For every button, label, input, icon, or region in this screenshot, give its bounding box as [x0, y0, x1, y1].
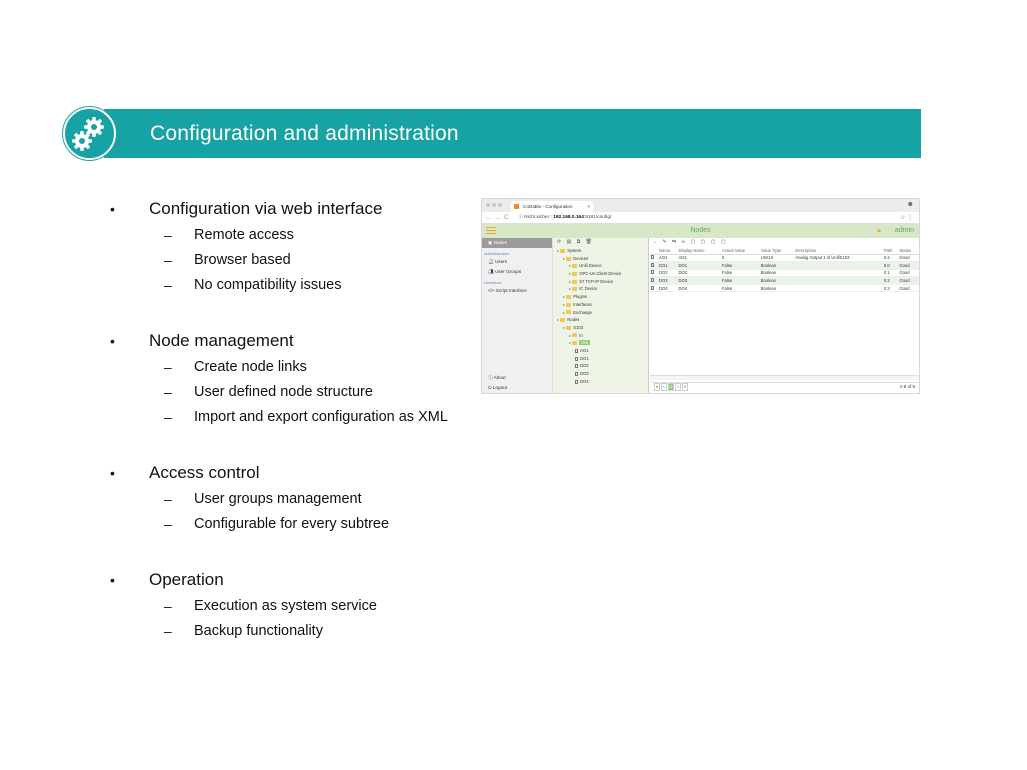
table-cell: Boolean — [760, 269, 795, 277]
tree-node-label: Exchange — [573, 309, 592, 315]
url-text[interactable]: ⓘ Nicht sicher : 192.168.0.164:8181/config/ — [518, 215, 612, 220]
document-icon — [651, 278, 654, 282]
table-row[interactable] — [650, 284, 919, 292]
table-cell — [794, 269, 883, 277]
tree-node-label: OPC-UA Client Device — [579, 271, 622, 277]
sidebar-group-administration: Administration — [484, 251, 510, 256]
dash-icon: – — [164, 515, 172, 532]
tree-node-label: System — [567, 248, 582, 253]
tree-node[interactable]: ▸ Plugins — [563, 294, 587, 300]
node-grid — [650, 238, 919, 393]
dash-icon: – — [164, 408, 172, 425]
table-cell: DO1 — [658, 262, 678, 270]
table-cell: 0 — [721, 254, 760, 262]
document-icon — [651, 270, 654, 274]
section-title: Operation — [149, 570, 224, 589]
gears-icon — [63, 107, 116, 160]
folder-icon — [560, 318, 565, 322]
bullet-icon: • — [110, 201, 115, 217]
tree-node-label: AO1 — [580, 347, 589, 353]
sub-item: User groups management — [194, 490, 362, 507]
current-page-button[interactable]: 1 — [669, 384, 673, 389]
table-cell: DO2 — [658, 269, 678, 277]
tree-node-label: Interfaces — [573, 301, 592, 307]
tree-node-label: DO4 — [580, 378, 589, 384]
section — [110, 196, 490, 297]
table-cell: DO2 — [678, 269, 721, 277]
folder-icon — [572, 341, 577, 345]
sub-item: No compatibility issues — [194, 276, 342, 293]
app-body — [482, 238, 919, 393]
folder-icon — [560, 249, 565, 253]
table-cell: AO1 — [678, 254, 721, 262]
sub-item: Backup functionality — [194, 622, 323, 639]
next-page-button[interactable]: › — [675, 383, 681, 391]
bullet-icon: • — [110, 465, 115, 481]
column-header[interactable]: Name — [658, 247, 678, 254]
browser-tabbar — [482, 199, 919, 212]
bookmark-star-icon[interactable]: ☆ ⋮ — [899, 215, 913, 221]
column-header[interactable]: Actual Value — [721, 247, 760, 254]
tree-node-label: Nodes — [567, 317, 580, 323]
nodes-table — [650, 247, 919, 292]
sidebar — [482, 238, 553, 393]
table-cell: False — [721, 284, 760, 292]
table-cell: Good — [898, 284, 919, 292]
folder-icon — [572, 264, 577, 268]
page-count: 1-5 of 5 — [899, 384, 915, 389]
tree-node[interactable]: ▸ Interfaces — [563, 301, 592, 307]
sub-item: Remote access — [194, 226, 294, 243]
title-banner — [104, 109, 921, 158]
last-page-button[interactable]: » — [683, 384, 687, 389]
folder-icon — [566, 310, 571, 314]
section — [110, 567, 490, 643]
sidebar-item-about[interactable]: ⓘ About — [488, 375, 506, 380]
table-cell: Good — [898, 277, 919, 285]
dash-icon: – — [164, 251, 172, 268]
tree-node[interactable] — [553, 355, 648, 363]
tab-title: CoDaBix - Configuration — [523, 204, 573, 209]
tree-node[interactable] — [553, 370, 648, 378]
tree-node[interactable]: ▸ OPC-UA Client Device — [569, 271, 622, 277]
folder-icon — [572, 272, 577, 276]
tree-node-label: In — [579, 332, 583, 338]
table-cell: 0.2 — [883, 277, 898, 285]
tree-node[interactable]: ▸ IC Device — [569, 286, 598, 292]
prev-page-button[interactable]: ‹ — [661, 383, 667, 391]
dash-icon: – — [164, 490, 172, 507]
web-interface-screenshot — [481, 198, 920, 394]
document-icon — [575, 380, 578, 384]
table-cell: False — [721, 269, 760, 277]
close-icon[interactable]: × — [587, 204, 590, 209]
folder-icon — [572, 280, 577, 284]
table-cell: DO3 — [658, 277, 678, 285]
table-cell: AO1 — [658, 254, 678, 262]
sub-item: Import and export configuration as XML — [194, 408, 448, 425]
table-cell: DO4 — [678, 284, 721, 292]
document-icon — [651, 263, 654, 267]
sidebar-item-script-interface[interactable]: </> Script Interface — [488, 288, 527, 293]
nav-buttons[interactable]: ←→C — [486, 215, 512, 221]
table-cell — [794, 277, 883, 285]
tree-node-label: IC Device — [579, 286, 598, 292]
folder-icon — [566, 303, 571, 307]
table-cell: 0.0 — [883, 262, 898, 270]
dash-icon: – — [164, 358, 172, 375]
tree-node[interactable]: ▸ Unifi Device — [569, 263, 602, 269]
document-icon — [575, 357, 578, 361]
window-controls[interactable] — [486, 203, 502, 207]
table-cell: DO4 — [658, 284, 678, 292]
folder-icon — [566, 295, 571, 299]
tree-node[interactable]: ▸ In — [569, 332, 583, 338]
table-cell: False — [721, 262, 760, 270]
tree-node-label: DO2 — [580, 363, 589, 369]
sub-item: Configurable for every subtree — [194, 515, 390, 532]
tree-node-label: Out — [581, 340, 589, 346]
tree-toolbar[interactable]: ⟳ ▤ ⧉ 🗑︎ — [557, 239, 594, 245]
document-icon — [575, 372, 578, 376]
column-header[interactable]: Status — [898, 247, 919, 254]
section-title: Access control — [149, 463, 260, 482]
tree-node[interactable]: ▸ Out — [569, 340, 589, 346]
horizontal-scrollbar[interactable] — [650, 375, 919, 380]
table-row[interactable] — [650, 262, 919, 270]
sub-item: User defined node structure — [194, 383, 373, 400]
dash-icon: – — [164, 597, 172, 614]
section — [110, 328, 490, 429]
document-icon — [651, 255, 654, 259]
table-cell — [794, 262, 883, 270]
column-header[interactable]: Path — [883, 247, 898, 254]
tree-node-label: Plugins — [573, 294, 587, 300]
browser-tab[interactable] — [511, 201, 593, 212]
table-cell: Analog Output 1 of UnifiS103 — [794, 254, 883, 262]
sub-item: Execution as system service — [194, 597, 377, 614]
document-icon — [575, 349, 578, 353]
table-cell: Boolean — [760, 277, 795, 285]
section — [110, 460, 490, 536]
folder-icon — [572, 333, 577, 337]
node-tree — [553, 238, 649, 393]
sub-item: Browser based — [194, 251, 291, 268]
table-cell: 0.1 — [883, 269, 898, 277]
sidebar-item-logout[interactable]: ⏻ Logout — [488, 385, 507, 390]
app-header — [482, 224, 919, 238]
section-title: Configuration via web interface — [149, 199, 383, 218]
table-cell: Good — [898, 262, 919, 270]
table-cell — [794, 284, 883, 292]
table-cell: Good — [898, 269, 919, 277]
tree-node-label: DO3 — [580, 371, 589, 376]
table-row[interactable] — [650, 269, 919, 277]
dash-icon: – — [164, 622, 172, 639]
app-title: Nodes — [690, 227, 711, 234]
tree-node[interactable] — [553, 347, 648, 355]
sidebar-item-nodes[interactable]: ▣ Nodes — [482, 238, 552, 248]
pagination — [650, 382, 919, 390]
tree-node[interactable]: ▸ S7 TCP-IP Device — [569, 278, 614, 284]
tree-node[interactable] — [553, 378, 648, 386]
address-bar[interactable] — [482, 212, 919, 224]
tree-node[interactable] — [553, 362, 648, 370]
grid-toolbar[interactable]: → ✎ ⇆ ∞ ▢ ▢ ▢ ▢ — [652, 239, 728, 245]
table-cell: Boolean — [760, 262, 795, 270]
sidebar-item-user-groups[interactable]: 👥︎ User Groups — [488, 269, 522, 274]
favicon-icon — [514, 204, 519, 209]
tree-node[interactable]: ▸ Exchange — [563, 309, 592, 315]
bullet-list — [110, 196, 490, 674]
table-row[interactable] — [650, 254, 919, 262]
table-cell: 0.3 — [883, 284, 898, 292]
tree-node-label: S103 — [573, 324, 584, 330]
column-header[interactable]: Value Type — [760, 247, 795, 254]
tree-node[interactable]: ▸ System — [557, 248, 582, 253]
document-icon — [575, 364, 578, 368]
table-cell: DO3 — [678, 277, 721, 285]
tree-node-label: DO1 — [580, 355, 589, 361]
sidebar-item-users[interactable]: 👤︎ Users — [488, 259, 508, 264]
section-title: Node management — [149, 331, 294, 350]
first-page-button[interactable]: « — [655, 384, 659, 389]
column-header[interactable]: Description — [794, 247, 883, 254]
page-title: Configuration and administration — [150, 122, 459, 145]
table-cell: UInt16 — [760, 254, 795, 262]
tree-node[interactable]: ▸ Nodes — [557, 317, 580, 323]
dash-icon: – — [164, 383, 172, 400]
table-cell: False — [721, 277, 760, 285]
table-row[interactable] — [650, 277, 919, 285]
table-cell: Boolean — [760, 284, 795, 292]
folder-icon — [566, 257, 571, 261]
tree-node-label: Unifi Device — [579, 263, 602, 269]
tree-node[interactable]: ▸ S103 — [563, 324, 584, 330]
sidebar-group-interfaces: Interfaces — [484, 280, 502, 285]
table-cell: DO1 — [678, 262, 721, 270]
tree-node[interactable]: ▸ Devices — [563, 255, 589, 261]
bullet-icon: • — [110, 333, 115, 349]
dash-icon: – — [164, 226, 172, 243]
user-menu[interactable]: 🔒︎ admin — [877, 227, 914, 234]
bullet-icon: • — [110, 572, 115, 588]
dash-icon: – — [164, 276, 172, 293]
folder-icon — [572, 287, 577, 291]
folder-icon — [566, 326, 571, 330]
table-cell: Good — [898, 254, 919, 262]
column-header[interactable]: Display Name — [678, 247, 721, 254]
account-icon[interactable]: ☻ — [906, 201, 914, 208]
document-icon — [651, 286, 654, 290]
sub-item: Create node links — [194, 358, 307, 375]
tree-node-label: Devices — [573, 255, 589, 261]
table-cell: 0.2 — [883, 254, 898, 262]
tree-node-label: S7 TCP-IP Device — [579, 278, 614, 284]
lock-icon: 🔒︎ — [877, 227, 881, 234]
